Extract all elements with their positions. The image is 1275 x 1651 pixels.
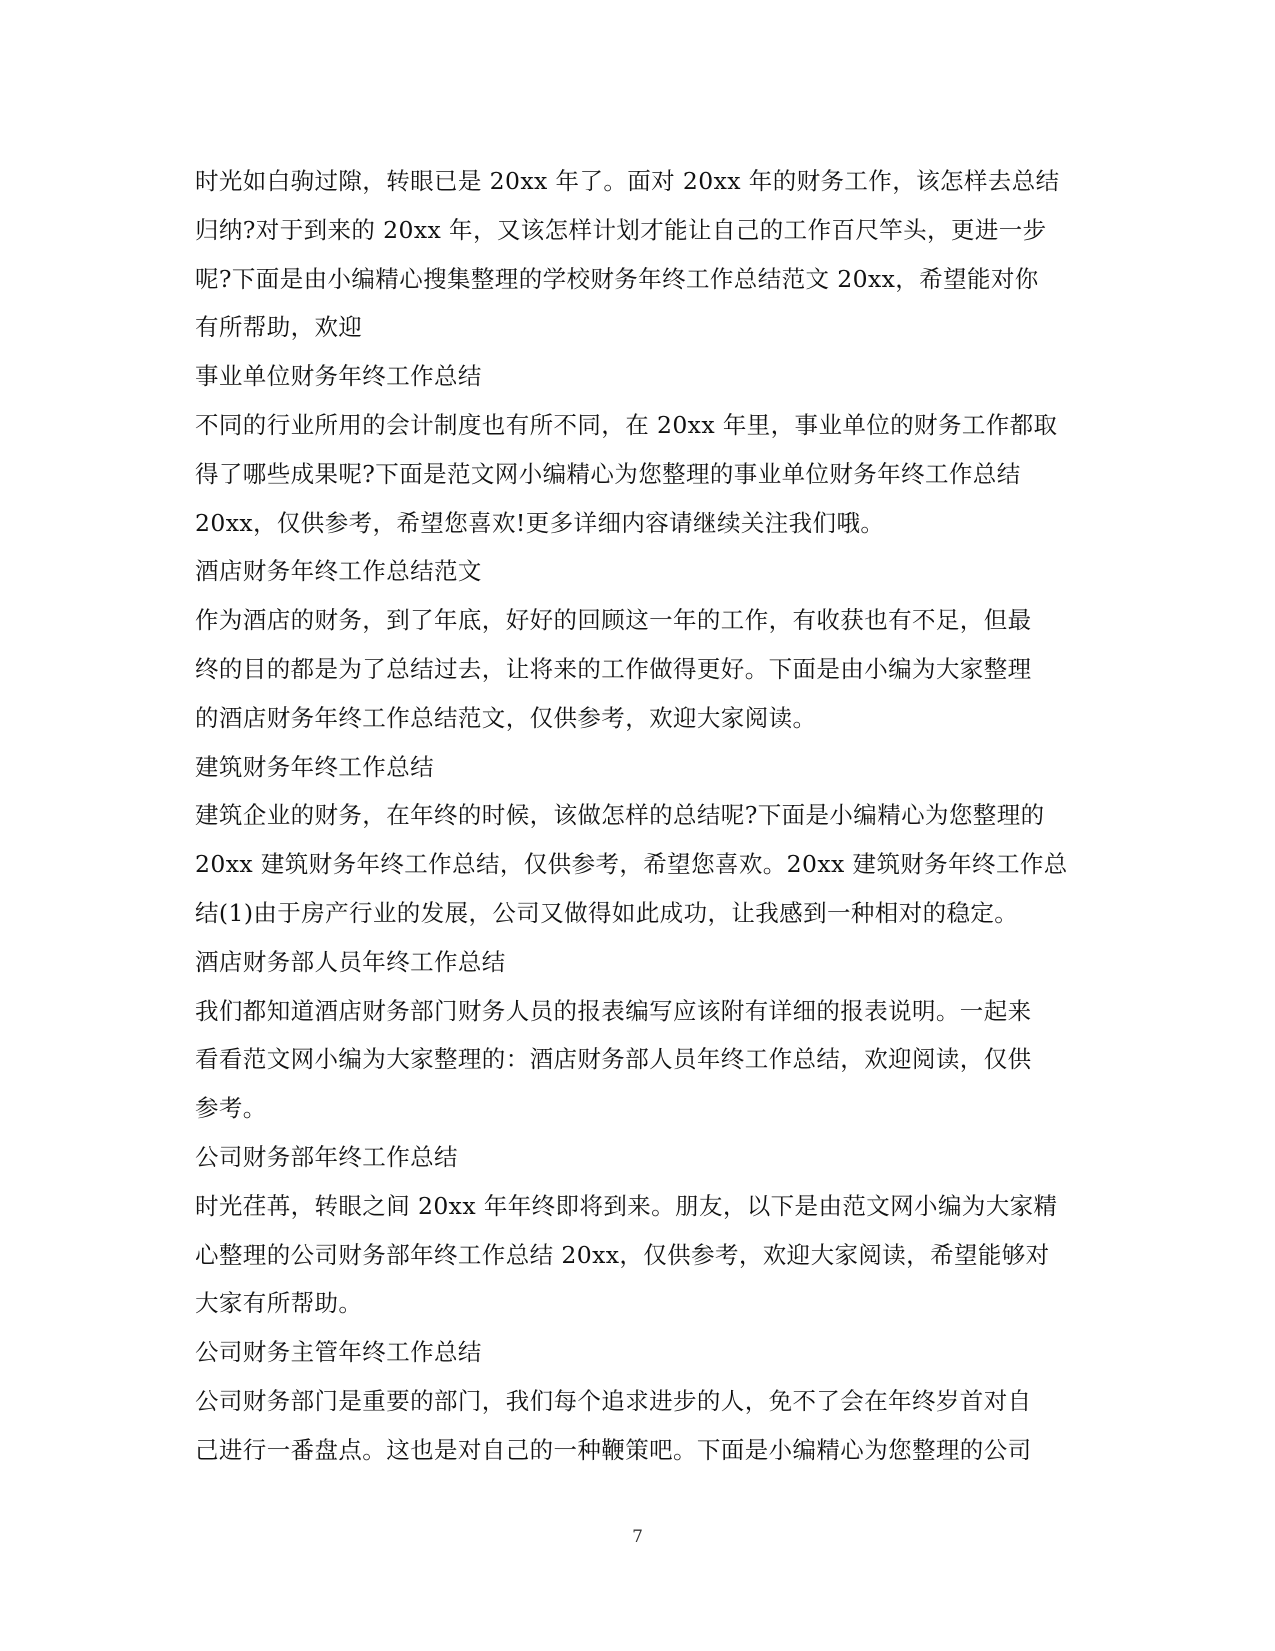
section-heading: 酒店财务年终工作总结范文 [195,557,482,586]
text-line: 不同的行业所用的会计制度也有所不同，在 20xx 年里，事业单位的财务工作都取 [195,410,1058,439]
text-line: 呢?下面是由小编精心搜集整理的学校财务年终工作总结范文 20xx，希望能对你 [195,264,1039,293]
text-line: 我们都知道酒店财务部门财务人员的报表编写应该附有详细的报表说明。一起来 [195,996,1032,1025]
text-line: 终的目的都是为了总结过去，让将来的工作做得更好。下面是由小编为大家整理 [195,654,1032,683]
text-line: 时光如白驹过隙，转眼已是 20xx 年了。面对 20xx 年的财务工作，该怎样去总结 [195,167,1060,195]
text-line: 建筑企业的财务，在年终的时候，该做怎样的总结呢?下面是小编精心为您整理的 [195,801,1045,830]
section-heading: 公司财务部年终工作总结 [195,1142,458,1171]
text-line: 参考。 [195,1094,267,1123]
section-heading: 事业单位财务年终工作总结 [195,362,482,391]
document-body [195,157,1085,1475]
text-line: 作为酒店的财务，到了年底，好好的回顾这一年的工作，有收获也有不足，但最 [195,606,1032,635]
text-line: 时光荏苒，转眼之间 20xx 年年终即将到来。朋友，以下是由范文网小编为大家精 [195,1191,1058,1220]
text-line: 看看范文网小编为大家整理的：酒店财务部人员年终工作总结，欢迎阅读，仅供 [195,1045,1032,1074]
text-line: 大家有所帮助。 [195,1289,363,1318]
text-line: 有所帮助，欢迎 [195,313,363,342]
text-line: 己进行一番盘点。这也是对自己的一种鞭策吧。下面是小编精心为您整理的公司 [195,1435,1032,1464]
text-line: 公司财务部门是重要的部门，我们每个追求进步的人，免不了会在年终岁首对自 [195,1386,1032,1415]
section-heading: 酒店财务部人员年终工作总结 [195,947,506,976]
text-line: 归纳?对于到来的 20xx 年，又该怎样计划才能让自己的工作百尺竿头，更进一步 [195,215,1047,244]
text-line: 20xx，仅供参考，希望您喜欢!更多详细内容请继续关注我们哦。 [195,508,885,537]
text-line: 的酒店财务年终工作总结范文，仅供参考，欢迎大家阅读。 [195,703,817,732]
section-heading: 建筑财务年终工作总结 [195,752,434,781]
text-line: 结(1)由于房产行业的发展，公司又做得如此成功，让我感到一种相对的稳定。 [195,898,1019,927]
text-line: 得了哪些成果呢?下面是范文网小编精心为您整理的事业单位财务年终工作总结 [195,459,1021,488]
text-line: 心整理的公司财务部年终工作总结 20xx，仅供参考，欢迎大家阅读，希望能够对 [195,1240,1050,1269]
section-heading: 公司财务主管年终工作总结 [195,1338,482,1367]
page-number: 7 [632,1527,643,1547]
text-line: 20xx 建筑财务年终工作总结，仅供参考，希望您喜欢。20xx 建筑财务年终工作总 [195,850,1068,879]
